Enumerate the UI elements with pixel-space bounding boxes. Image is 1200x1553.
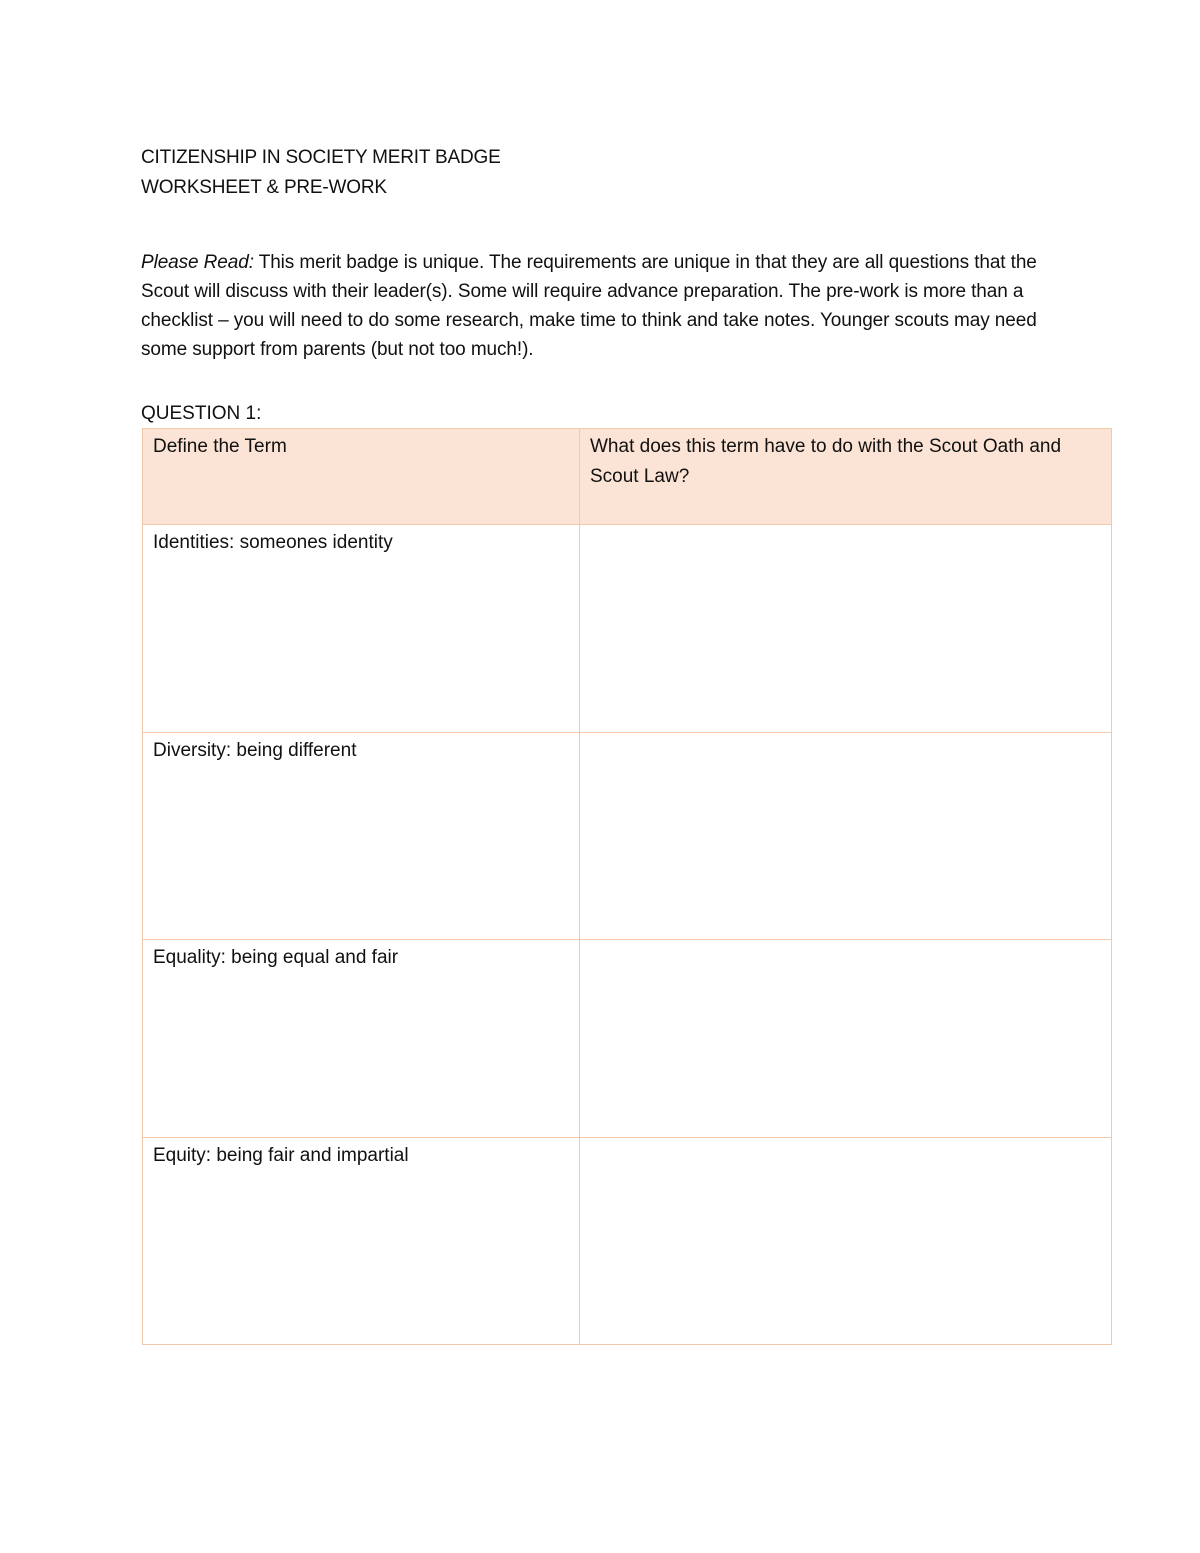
answer-cell[interactable] (580, 733, 1112, 940)
document-title (141, 143, 501, 203)
answer-cell[interactable] (580, 940, 1112, 1138)
answer-cell[interactable] (580, 1138, 1112, 1345)
term-cell: Equity: being fair and impartial (143, 1138, 580, 1345)
question-heading: QUESTION 1: (141, 403, 262, 424)
intro-paragraph (141, 248, 1081, 364)
intro-body: This merit badge is unique. The requirements are unique in that they are all questions that the Scout will discuss with their leader(s). Some will require advance preparation. The pre-work is more than a checklist – you will need to do some research, make time to think and take notes. Younger scouts may need some support from parents (but not too much!). (141, 252, 1037, 360)
table-row (143, 733, 1112, 940)
term-cell: Equality: being equal and fair (143, 940, 580, 1138)
title-line-1: CITIZENSHIP IN SOCIETY MERIT BADGE (141, 147, 501, 168)
table-header-row (143, 429, 1112, 525)
header-define-term: Define the Term (143, 429, 580, 525)
intro-lead: Please Read: (141, 252, 254, 273)
answer-cell[interactable] (580, 525, 1112, 733)
terms-table (142, 428, 1112, 1345)
term-cell: Identities: someones identity (143, 525, 580, 733)
header-scout-oath-law: What does this term have to do with the Scout Oath and Scout Law? (580, 429, 1112, 525)
term-cell: Diversity: being different (143, 733, 580, 940)
table-row (143, 525, 1112, 733)
title-line-2: WORKSHEET & PRE-WORK (141, 177, 387, 198)
table-row (143, 1138, 1112, 1345)
table-row (143, 940, 1112, 1138)
